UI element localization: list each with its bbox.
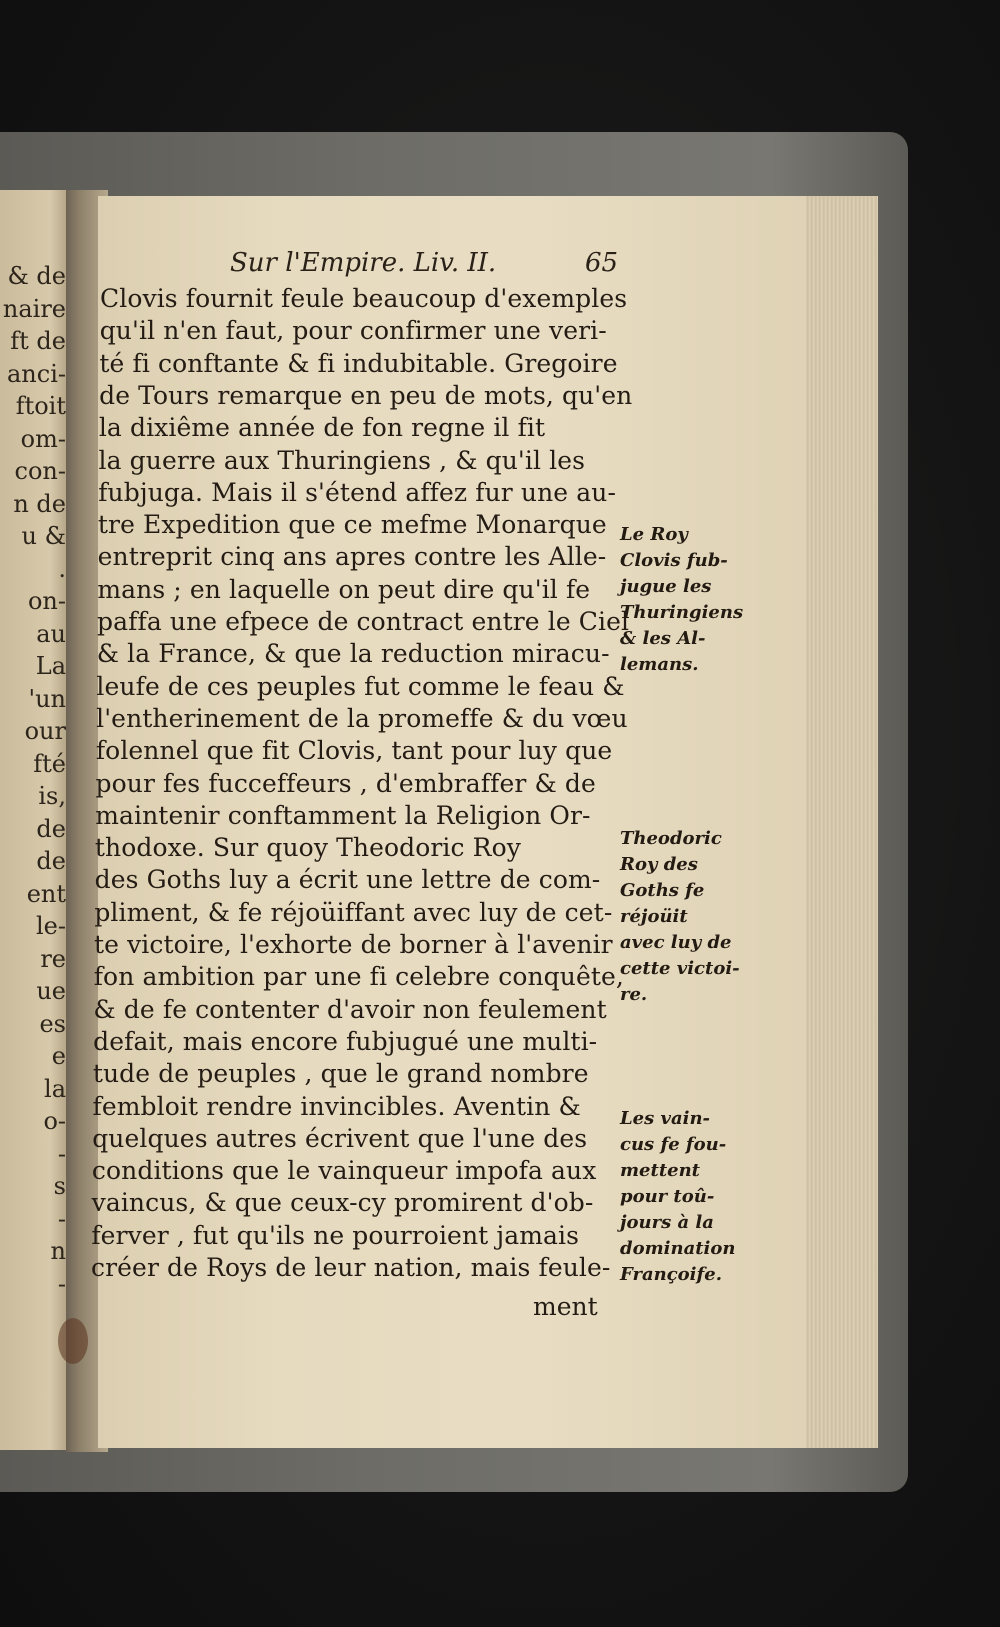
text-line: des Goths luy a écrit une lettre de com- — [94, 865, 601, 895]
page-stain — [58, 1318, 88, 1364]
text-line: qu'il n'en faut, pour confirmer une veri- — [99, 316, 607, 346]
text-line: mans ; en laquelle on peut dire qu'il fe — [97, 574, 591, 604]
marginal-note-line: mettent — [620, 1160, 700, 1181]
marginal-note-line: domination — [620, 1238, 736, 1259]
text-line: entreprit cinq ans apres contre les Alle- — [97, 542, 607, 572]
left-page-fragment: & de — [7, 262, 66, 290]
marginal-note-line: Thuringiens — [620, 602, 744, 623]
running-head-title: Sur l'Empire. Liv. II. — [230, 248, 497, 278]
left-page-fragment: ent — [26, 879, 66, 908]
text-line: thodoxe. Sur quoy Theodoric Roy — [94, 833, 521, 863]
text-line: Clovis fournit feule beaucoup d'exemples — [100, 284, 628, 313]
marginal-note-line: re. — [620, 984, 648, 1005]
marginal-note-line: pour toû- — [620, 1186, 715, 1207]
marginal-note-1 — [620, 522, 750, 678]
left-page-fragment: om- — [20, 424, 66, 453]
text-line: & la France, & que la reduction miracu- — [96, 639, 610, 669]
running-head — [230, 248, 630, 288]
marginal-note-line: avec luy de — [620, 932, 732, 953]
left-page-fragment: con- — [14, 457, 66, 485]
left-page-fragment: on- — [27, 587, 66, 615]
text-line: defait, mais encore fubjugué une multi- — [93, 1026, 598, 1056]
text-line: tude de peuples , que le grand nombre — [92, 1059, 589, 1089]
marginal-note-2 — [620, 826, 750, 1008]
marginal-note-line: cus fe fou- — [620, 1134, 727, 1155]
left-page-fragment: - — [57, 1269, 66, 1298]
left-page-fragment: is, — [38, 782, 66, 810]
left-page-fragment: fté — [33, 749, 66, 778]
left-page-fragment: e — [51, 1042, 66, 1070]
text-line: conditions que le vainqueur impofa aux — [91, 1156, 597, 1186]
left-page-fragment: anci- — [7, 359, 66, 388]
left-page-fragment: au — [36, 619, 66, 648]
marginal-note-line: Roy des — [620, 854, 698, 875]
left-page-fragment: ftoit — [15, 392, 66, 420]
text-line: la guerre aux Thuringiens , & qu'il les — [98, 445, 586, 475]
text-line: paffa une efpece de contract entre le Ciel — [97, 607, 630, 636]
left-page-fragment: naire — [2, 294, 66, 323]
page-number: 65 — [585, 248, 619, 278]
text-line: tre Expedition que ce mefme Monarque — [97, 510, 607, 540]
text-line: fon ambition par une fi celebre conquête, — [93, 962, 624, 992]
marginal-note-line: cette victoi- — [620, 958, 740, 979]
text-line: pour fes fucceffeurs , d'embraffer & de — [95, 768, 596, 798]
left-page-fragment: s — [53, 1172, 66, 1200]
left-page-fragment: ue — [36, 977, 66, 1005]
left-page-fragment: our — [24, 717, 66, 745]
left-page-fragment: u & — [21, 522, 66, 550]
marginal-note-3 — [620, 1106, 750, 1288]
left-page-fragment: ft de — [10, 327, 66, 355]
left-page-fragment: o- — [43, 1107, 66, 1135]
left-page-fragment: n de — [13, 489, 66, 518]
text-line: ferver , fut qu'ils ne pourroient jamais — [91, 1220, 580, 1250]
text-line: pliment, & fe réjoüiffant avec luy de cet- — [94, 897, 613, 927]
text-line: la dixiême année de fon regne il fit — [98, 413, 546, 443]
page-edges — [806, 196, 878, 1448]
left-page-fragment: n — [50, 1237, 66, 1265]
marginal-note-line: Clovis fub- — [620, 550, 728, 571]
marginal-note-line: réjoüit — [620, 906, 688, 927]
left-page-fragment: La — [35, 652, 66, 680]
text-line: fembloit rendre invincibles. Aventin & — [92, 1091, 581, 1121]
left-page-fragment: - — [57, 1139, 66, 1168]
left-page-fragment: es — [39, 1009, 66, 1038]
text-line: te victoire, l'exhorte de borner à l'avenir — [94, 930, 613, 959]
marginal-note-line: jugue les — [620, 576, 712, 597]
text-line: leufe de ces peuples fut comme le feau & — [96, 671, 625, 701]
left-page-fragment: de — [36, 847, 66, 875]
left-page-fragment: re — [40, 944, 66, 973]
marginal-note-line: Françoife. — [620, 1264, 722, 1285]
text-line: quelques autres écrivent que l'une des — [92, 1123, 588, 1153]
left-page-fragment: de — [36, 814, 66, 843]
text-line: vaincus, & que ceux-cy promirent d'ob- — [91, 1188, 594, 1218]
marginal-note-line: jours à la — [620, 1212, 714, 1233]
left-page-fragment: - — [57, 1204, 66, 1233]
left-page-fragment: 'un — [28, 684, 66, 713]
text-line: maintenir conftamment la Religion Or- — [95, 800, 591, 830]
left-page-fragment: . — [58, 554, 66, 583]
marginal-note-line: Goths fe — [620, 880, 705, 901]
text-line: de Tours remarque en peu de mots, qu'en — [99, 380, 633, 410]
catchword: ment — [533, 1292, 598, 1321]
marginal-note-line: Theodoric — [620, 828, 722, 849]
left-page-fragment: la — [44, 1074, 66, 1103]
text-line: l'entherinement de la promeffe & du vœu — [96, 703, 628, 733]
marginal-note-line: Le Roy — [620, 524, 688, 545]
text-line: fubjuga. Mais il s'étend affez fur une au- — [98, 477, 616, 507]
marginal-note-line: lemans. — [620, 654, 699, 675]
left-page — [0, 190, 72, 1450]
marginal-note-line: Les vain- — [620, 1108, 711, 1129]
left-page-fragment: le- — [36, 912, 66, 940]
marginal-note-line: & les Al- — [620, 628, 706, 649]
text-line: & de fe contenter d'avoir non feulement — [93, 994, 607, 1024]
text-line: créer de Roys de leur nation, mais feule- — [91, 1253, 611, 1282]
text-line: folennel que fit Clovis, tant pour luy que — [95, 736, 613, 766]
text-line: té fi conftante & fi indubitable. Gregoire — [99, 348, 618, 378]
